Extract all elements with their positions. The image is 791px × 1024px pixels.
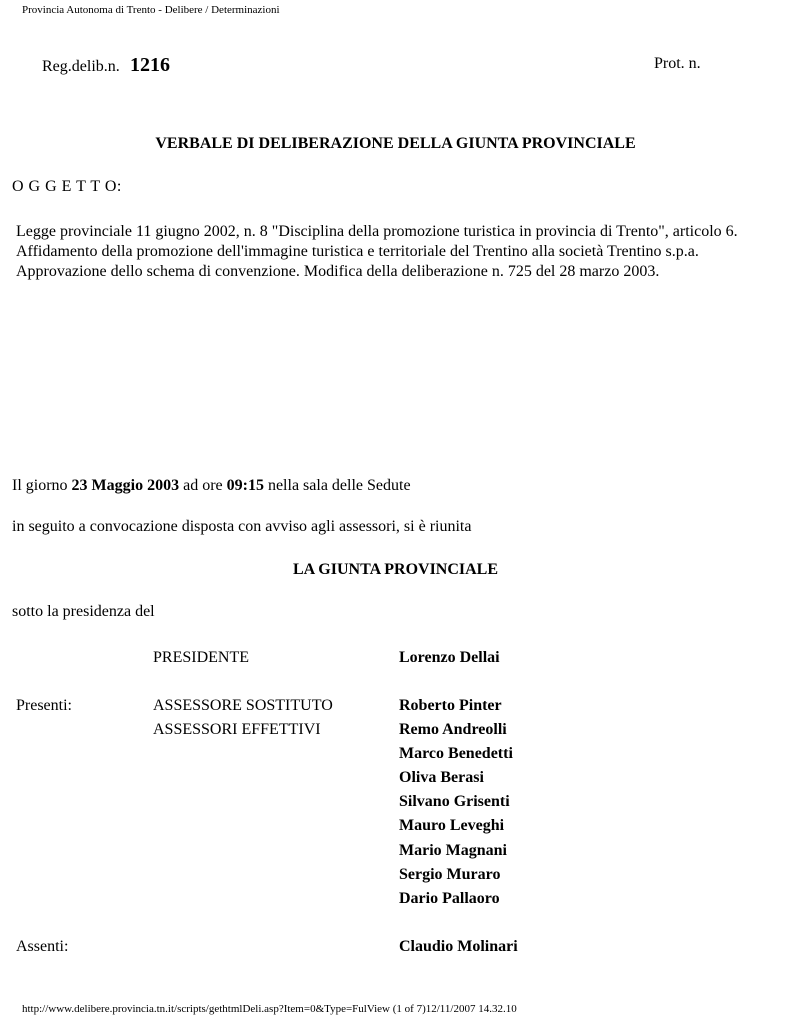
meeting-suffix: nella sala delle Sedute: [267, 477, 411, 494]
president-role: PRESIDENTE: [153, 649, 249, 666]
member-name: Mauro Leveghi: [399, 817, 505, 834]
member-name: Mario Magnani: [399, 842, 507, 859]
member-name: Marco Benedetti: [399, 745, 513, 762]
page-header-breadcrumb: Provincia Autonoma di Trento - Delibere / Determinazioni: [22, 4, 280, 16]
president-name: Lorenzo Dellai: [399, 649, 500, 666]
document-title: VERBALE DI DELIBERAZIONE DELLA GIUNTA PROVINCIALE: [155, 135, 636, 152]
convocation-line: in seguito a convocazione disposta con avviso agli assessori, si è riunita: [12, 518, 472, 535]
presidency-line: sotto la presidenza del: [12, 603, 155, 620]
meeting-date: 23 Maggio 2003: [71, 477, 180, 494]
member-name: Oliva Berasi: [399, 769, 484, 786]
giunta-title: LA GIUNTA PROVINCIALE: [292, 561, 499, 578]
oggetto-line: Legge provinciale 11 giugno 2002, n. 8 "Disciplina della promozione turistica in provincia di Trento", articolo 6.: [16, 223, 738, 240]
meeting-middle: ad ore: [183, 477, 223, 494]
present-label: Presenti:: [16, 697, 72, 714]
oggetto-label: O G G E T T O:: [12, 178, 122, 195]
member-name: Remo Andreolli: [399, 721, 507, 738]
prot-label: Prot. n.: [654, 55, 701, 72]
member-name: Sergio Muraro: [399, 866, 501, 883]
oggetto-text: [16, 222, 776, 282]
absent-label: Assenti:: [16, 938, 69, 955]
page-footer-url: http://www.delibere.provincia.tn.it/scripts/gethtmlDeli.asp?Item=0&Type=FulView (1 of 7)12/11/2007 14.32.10: [22, 1003, 517, 1015]
oggetto-line: Approvazione dello schema di convenzione. Modifica della deliberazione n. 725 del 28 marzo 2003.: [16, 263, 660, 280]
effective-role: ASSESSORI EFFETTIVI: [153, 721, 321, 738]
member-name: Dario Pallaoro: [399, 890, 500, 907]
substitute-role: ASSESSORE SOSTITUTO: [153, 697, 333, 714]
meeting-prefix: Il giorno: [12, 477, 68, 494]
oggetto-line: Affidamento della promozione dell'immagine turistica e territoriale del Trentino alla società Trentino s.p.a.: [16, 243, 699, 260]
absent-name: Claudio Molinari: [399, 938, 518, 955]
reg-delib-number: 1216: [130, 54, 170, 76]
member-name: Silvano Grisenti: [399, 793, 510, 810]
meeting-time: 09:15: [226, 477, 264, 494]
reg-delib-label: Reg.delib.n.: [42, 58, 120, 75]
member-name: Roberto Pinter: [399, 697, 502, 714]
meeting-date-line: [12, 477, 411, 495]
